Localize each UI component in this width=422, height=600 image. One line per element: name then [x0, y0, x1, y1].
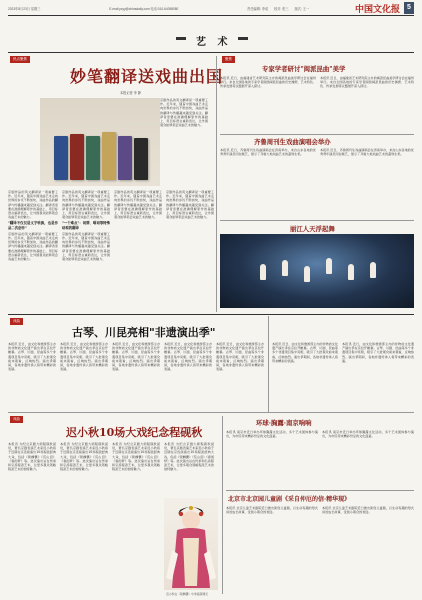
right5-body-col2: 本报讯 北京儿童艺术剧院近日推出新创儿童剧，以生动有趣的形式讲述成长故事，受到小观众的欢迎。 — [322, 506, 414, 515]
section-title: 艺 术 — [196, 37, 232, 48]
mid-rule — [8, 314, 414, 315]
right2-body-col2: 本报讯 近日，齐鲁周刊生戏曲演唱会在济南举办，来自山东各地的优秀青年演员同台献艺，展示了齐鲁大地戏曲艺术的蓬勃生机。 — [320, 148, 414, 157]
main-byline: 本报记者 李 静 — [120, 91, 141, 95]
book-cover — [102, 132, 116, 180]
dancer-figure — [282, 260, 288, 276]
book-cover — [70, 134, 84, 180]
main-subhead-1: "翻译不仅仅是文字转换，也是作品二次创作" — [8, 221, 58, 230]
paper-logo: 中国文化报 — [354, 5, 400, 15]
dancer-figure — [348, 264, 354, 280]
header-contact: E-mail:ycyy@chinadaily.com 电话:010-64098080 — [109, 6, 179, 11]
section-tag: 聚焦 — [222, 56, 235, 63]
section-tag: 戏曲 — [10, 416, 23, 423]
right5-headline: 北京市北京园儿童剧《采自仲厄的信·精华现》 — [228, 496, 351, 503]
header-date: 2023年8月23日 星期三 — [8, 6, 41, 11]
bottom-body-col3: 本报讯 为纪念京剧大师程砚秋诞辰，著名京剧表演艺术家迟小秋将于近期在京连续演出10场程派经典大戏，包括《锁麟囊》《荒山泪》《春闺梦》等。此次演出旨在传承和弘扬程派艺术，让更多观众领略程派艺术的独特魅力。 — [112, 442, 160, 472]
right4-headline: 环球·胸露·南京响响 — [256, 419, 312, 427]
bottom-body-col1: 本报讯 为纪念京剧大师程砚秋诞辰，著名京剧表演艺术家迟小秋将于近期在京连续演出10场程派经典大戏，包括《锁麟囊》《荒山泪》《春闺梦》等。此次演出旨在传承和弘扬程派艺术，让更多观众领略程派艺术的独特魅力。 — [8, 442, 56, 472]
bottom-body-col2: 本报讯 为纪念京剧大师程砚秋诞辰，著名京剧表演艺术家迟小秋将于近期在京连续演出10场程派经典大戏，包括《锁麟囊》《荒山泪》《春闺梦》等。此次演出旨在传承和弘扬程派艺术，让更多观众领略程派艺术的独特魅力。 — [60, 442, 108, 472]
opera-photo — [164, 498, 218, 590]
opera-performer-illustration — [164, 498, 218, 590]
right1-body-col1: 本报讯 近日，由福建省艺术研究院主办的闽派昆曲美学研讨会在福州举行。来自全国各地的专家学者围绕闽派昆曲的历史渊源、艺术特色、传承发展等议题展开深入探讨。 — [220, 76, 316, 89]
section-deco-left — [176, 37, 186, 40]
column-divider — [222, 416, 223, 594]
book-cover — [54, 136, 68, 180]
main-headline: 妙笔翻译送戏曲出国 — [70, 67, 224, 86]
main-body-col2: 京剧作品的英文翻译是一项重要工作。近年来，随着中国戏曲艺术走向世界的步伐不断加快，戏曲作品的翻译与传播越来越受到关注。翻译者需要在准确理解原作的基础上，用目标语言重新表达，让外国观众能够领会戏曲艺术的魅力。 "翻译不仅仅是文字转换，也是作品二次创作" 京剧作品的英文翻译是一项重要工作。近年来，随着中国戏曲艺术走向世界的步伐不断加快，戏曲作品的翻译与传播越来越受到关注。翻译者需要在准确理解原作的基础上，用目标语言重新表达，让外国观众能够领会戏曲艺术的魅力。 — [8, 190, 58, 262]
right3-headline: 丽江人天浮起舞 — [290, 225, 335, 233]
main-body-col4: 京剧作品的英文翻译是一项重要工作。近年来，随着中国戏曲艺术走向世界的步伐不断加快，戏曲作品的翻译与传播越来越受到关注。翻译者需要在准确理解原作的基础上，用目标语言重新表达，让外国观众能够领会戏曲艺术的魅力。 — [114, 190, 162, 220]
main-body-col1: 京剧作品的英文翻译是一项重要工作。近年来，随着中国戏曲艺术走向世界的步伐不断加快，戏曲作品的翻译与传播越来越受到关注。翻译者需要在准确理解原作的基础上，用目标语言重新表达，让外国观众能够领会戏曲艺术的魅力。 — [160, 98, 208, 128]
book-cover — [86, 136, 100, 180]
right2-headline: 齐鲁周刊生戏曲演唱会举办 — [254, 138, 331, 146]
middle-body-col7: 本报讯 近日，由文化和旅游部主办的非物质文化遗产演出季在京拉开帷幕。古琴、川剧、昆曲等多个非遗项目集中亮相，吸引了大批观众前来观看，反响热烈。演出季期间，各地非遗传承人将带来精彩的表演。 — [342, 342, 414, 363]
middle-headline: 古琴、川昆亮相"非遗演出季" — [72, 326, 216, 339]
header-bar — [8, 4, 414, 12]
header-rule — [8, 15, 414, 16]
book-cover — [118, 136, 132, 180]
books-photo — [40, 98, 160, 186]
middle-body-col6: 本报讯 近日，由文化和旅游部主办的非物质文化遗产演出季在京拉开帷幕。古琴、川剧、昆曲等多个非遗项目集中亮相，吸引了大批观众前来观看，反响热烈。演出季期间，各地非遗传承人将带来精彩的表演。 — [272, 342, 338, 363]
right5-body-col1: 本报讯 北京儿童艺术剧院近日推出新创儿童剧，以生动有趣的形式讲述成长故事，受到小观众的欢迎。 — [226, 506, 318, 515]
bottom-headline: 迟小秋10场大戏纪念程砚秋 — [66, 426, 203, 439]
dance-photo — [220, 234, 414, 308]
right1-body-col2: 本报讯 近日，由福建省艺术研究院主办的闽派昆曲美学研讨会在福州举行。来自全国各地的专家学者围绕闽派昆曲的历史渊源、艺术特色、传承发展等议题展开深入探讨。 — [320, 76, 414, 89]
middle-body-col4: 本报讯 近日，由文化和旅游部主办的非物质文化遗产演出季在京拉开帷幕。古琴、川剧、昆曲等多个非遗项目集中亮相，吸引了大批观众前来观看，反响热烈。演出季期间，各地非遗传承人将带来精彩的表演。 — [164, 342, 212, 372]
right2-body-col1: 本报讯 近日，齐鲁周刊生戏曲演唱会在济南举办，来自山东各地的优秀青年演员同台献艺，展示了齐鲁大地戏曲艺术的蓬勃生机。 — [220, 148, 316, 157]
middle-body-col3: 本报讯 近日，由文化和旅游部主办的非物质文化遗产演出季在京拉开帷幕。古琴、川剧、昆曲等多个非遗项目集中亮相，吸引了大批观众前来观看，反响热烈。演出季期间，各地非遗传承人将带来精彩的表演。 — [112, 342, 160, 372]
section-rule — [8, 52, 414, 53]
middle-body-col2: 本报讯 近日，由文化和旅游部主办的非物质文化遗产演出季在京拉开帷幕。古琴、川剧、昆曲等多个非遗项目集中亮相，吸引了大批观众前来观看，反响热烈。演出季期间，各地非遗传承人将带来精彩的表演。 — [60, 342, 108, 372]
bottom-body-col4: 本报讯 为纪念京剧大师程砚秋诞辰，著名京剧表演艺术家迟小秋将于近期在京连续演出10场程派经典大戏，包括《锁麟囊》《荒山泪》《春闺梦》等。此次演出旨在传承和弘扬程派艺术，让更多观众领略程派艺术的独特魅力。 — [164, 442, 214, 472]
middle-body-col5: 本报讯 近日，由文化和旅游部主办的非物质文化遗产演出季在京拉开帷幕。古琴、川剧、昆曲等多个非遗项目集中亮相，吸引了大批观众前来观看，反响热烈。演出季期间，各地非遗传承人将带来精彩的表演。 — [216, 342, 264, 372]
divider — [220, 220, 414, 221]
page-number-badge: 5 — [404, 2, 414, 14]
book-cover — [134, 138, 148, 180]
right4-body-col2: 本报讯 南京市近日举办环球胸露文化活动，多个艺术团体参与演出，为市民带来精彩纷呈的文化盛宴。 — [322, 430, 414, 439]
column-divider — [268, 316, 269, 412]
right1-headline: 专家学者研讨"闽派昆曲"美学 — [262, 65, 346, 73]
dancer-figure — [304, 266, 310, 282]
divider — [226, 490, 414, 491]
middle-body-col1: 本报讯 近日，由文化和旅游部主办的非物质文化遗产演出季在京拉开帷幕。古琴、川剧、昆曲等多个非遗项目集中亮相，吸引了大批观众前来观看，反响热烈。演出季期间，各地非遗传承人将带来精彩的表演。 — [8, 342, 56, 372]
header-editors: 责任编辑: 李成 校对: 张三 版式: 王一 — [247, 6, 310, 11]
main-body-col5: 京剧作品的英文翻译是一项重要工作。近年来，随着中国戏曲艺术走向世界的步伐不断加快，戏曲作品的翻译与传播越来越受到关注。翻译者需要在准确理解原作的基础上，用目标语言重新表达，让外国观众能够领会戏曲艺术的魅力。 — [166, 190, 214, 220]
opera-photo-caption: 迟小秋在《锁麟囊》中饰演薛湘灵 — [166, 592, 208, 596]
divider — [8, 412, 414, 413]
divider — [220, 134, 414, 135]
right4-body-col1: 本报讯 南京市近日举办环球胸露文化活动，多个艺术团体参与演出，为市民带来精彩纷呈的文化盛宴。 — [226, 430, 318, 439]
dancer-figure — [260, 264, 266, 280]
section-tag: 热点聚焦 — [10, 56, 30, 63]
column-divider — [216, 56, 217, 312]
main-subhead-2: "一个难点"：词牌、唱词等特殊结构的翻译 — [62, 221, 110, 230]
section-deco-right — [238, 37, 248, 40]
dancer-figure — [370, 262, 376, 278]
dancer-figure — [326, 258, 332, 274]
main-body-col3: 京剧作品的英文翻译是一项重要工作。近年来，随着中国戏曲艺术走向世界的步伐不断加快，戏曲作品的翻译与传播越来越受到关注。翻译者需要在准确理解原作的基础上，用目标语言重新表达，让外国观众能够领会戏曲艺术的魅力。 "一个难点"：词牌、唱词等特殊结构的翻译 京剧作品的英文翻译是一项重要工作。近年来，随着中国戏曲艺术走向世界的步伐不断加快，戏曲作品的翻译与传播越来越受到关注。翻译者需要在准确理解原作的基础上，用目标语言重新表达，让外国观众能够领会戏曲艺术的魅力。 — [62, 190, 110, 262]
section-tag: 戏曲 — [10, 318, 23, 325]
